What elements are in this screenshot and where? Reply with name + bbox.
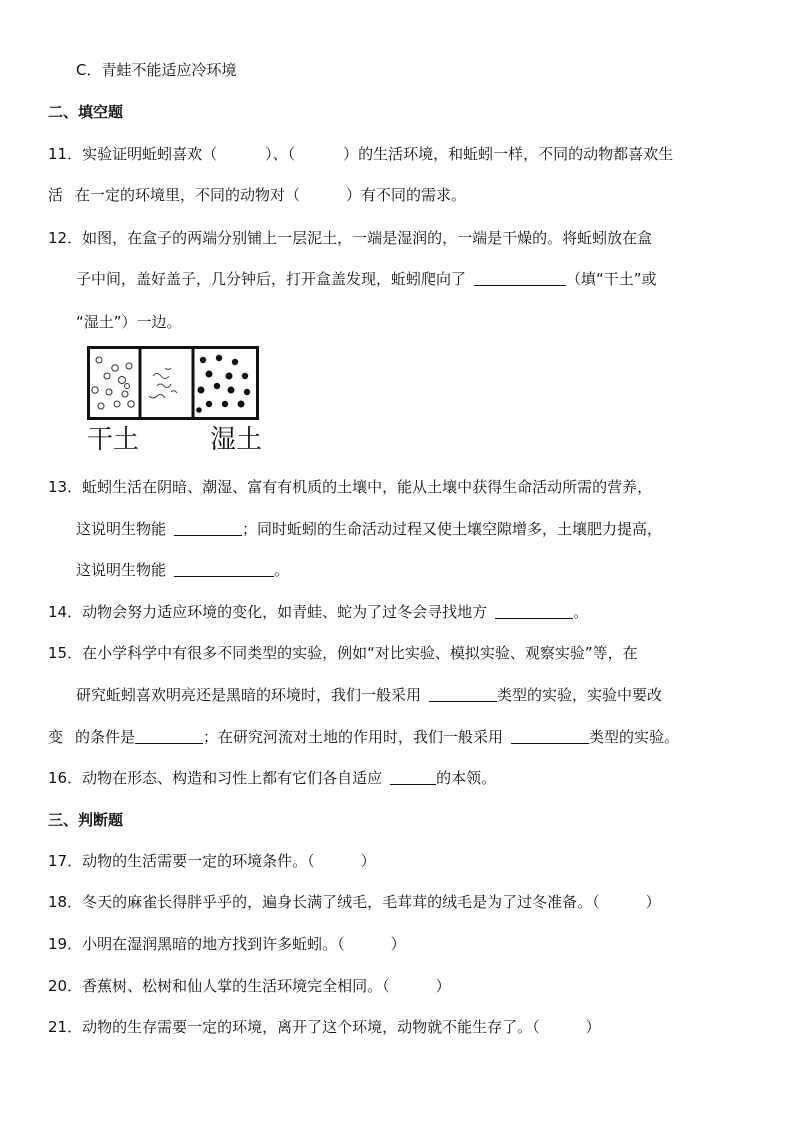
question-number: 17．	[48, 852, 83, 870]
answer-blank[interactable]	[429, 685, 497, 702]
wet-soil	[196, 355, 250, 413]
answer-blank[interactable]	[474, 269, 566, 286]
question-number: 21．	[48, 1018, 83, 1036]
answer-blank[interactable]	[511, 727, 589, 744]
box-outline	[89, 348, 258, 419]
question-number: 16．	[48, 769, 83, 787]
question-number: 15．	[48, 644, 83, 662]
question-number: 11．	[48, 145, 83, 163]
soil-box-diagram	[87, 346, 259, 420]
question-11-line-2: 活 在一定的环境里，不同的动物对（ ）有不同的需求。	[48, 186, 467, 204]
question-11-line-1: 11．实验证明蚯蚓喜欢（ ）、（ ）的生活环境，和蚯蚓一样，不同的动物都喜欢生	[48, 145, 674, 163]
question-number: 13．	[48, 478, 83, 496]
earthworm	[149, 368, 177, 398]
question-number: 14．	[48, 603, 83, 621]
question-15-line-2: 研究蚯蚓喜欢明亮还是黑暗的环境时，我们一般采用 类型的实验，实验中要改	[76, 686, 663, 704]
question-15-line-1: 15．在小学科学中有很多不同类型的实验，例如“对比实验、模拟实验、观察实验”等，在	[48, 644, 638, 662]
answer-blank[interactable]	[495, 602, 573, 619]
label-wet-soil: 湿土	[210, 425, 263, 455]
section-judge-heading: 三、判断题	[48, 811, 124, 829]
question-17: 17．动物的生活需要一定的环境条件。（ ）	[48, 852, 376, 870]
question-number: 20．	[48, 977, 83, 995]
question-18: 18．冬天的麻雀长得胖乎乎的，遍身长满了绒毛，毛茸茸的绒毛是为了过冬准备。（ ）	[48, 893, 661, 911]
question-15-line-3: 变 的条件是 ；在研究河流对土地的作用时，我们一般采用 类型的实验。	[48, 728, 680, 746]
question-13-line-3: 这说明生物能 。	[76, 561, 290, 579]
answer-blank[interactable]	[390, 768, 436, 785]
question-12-line-1: 12．如图，在盒子的两端分别铺上一层泥土，一端是湿润的，一端是干燥的。将蚯蚓放在盒	[48, 229, 653, 247]
label-dry-soil: 干土	[87, 425, 140, 455]
question-19: 19．小明在湿润黑暗的地方找到许多蚯蚓。（ ）	[48, 935, 406, 953]
answer-blank[interactable]	[174, 519, 242, 536]
question-21: 21．动物的生存需要一定的环境，离开了这个环境，动物就不能生存了。（ ）	[48, 1018, 601, 1036]
answer-blank[interactable]	[174, 560, 274, 577]
dry-soil	[92, 357, 134, 409]
question-20: 20．香蕉树、松树和仙人掌的生活环境完全相同。（ ）	[48, 977, 451, 995]
question-number: 19．	[48, 935, 83, 953]
question-14: 14．动物会努力适应环境的变化，如青蛙、蛇为了过冬会寻找地方 。	[48, 603, 589, 621]
question-12-line-3: “湿土”）一边。	[76, 313, 182, 331]
option-c: C．青蛙不能适应冷环境	[76, 61, 237, 79]
question-16: 16．动物在形态、构造和习性上都有它们各自适应 的本领。	[48, 769, 497, 787]
question-number: 18．	[48, 893, 83, 911]
question-number: 12．	[48, 229, 83, 247]
question-13-line-2: 这说明生物能 ；同时蚯蚓的生命活动过程又使土壤空隙增多，土壤肥力提高，	[76, 520, 663, 538]
question-13-line-1: 13．蚯蚓生活在阴暗、潮湿、富有有机质的土壤中，能从土壤中获得生命活动所需的营养，	[48, 478, 653, 496]
answer-blank[interactable]	[135, 727, 203, 744]
section-fill-heading: 二、填空题	[48, 103, 124, 121]
question-12-line-2: 子中间，盖好盖子，几分钟后，打开盒盖发现，蚯蚓爬向了 （填“干土”或	[76, 270, 657, 288]
